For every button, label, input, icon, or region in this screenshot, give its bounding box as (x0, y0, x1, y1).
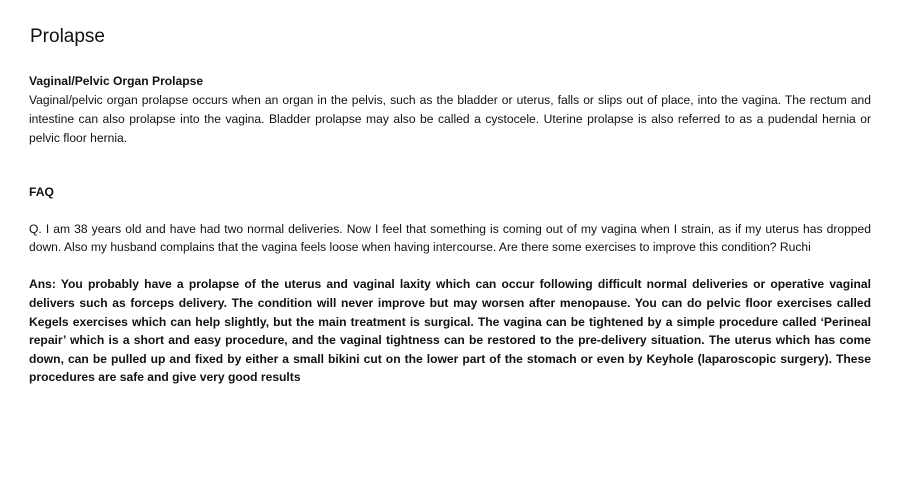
intro-section (29, 72, 871, 148)
page-title: Prolapse (30, 26, 105, 47)
faq-heading: FAQ (29, 184, 54, 199)
faq-question: Q. I am 38 years old and have had two normal deliveries. Now I feel that something is coming out of my vagina when I strain, as if my uterus has dropped down. Also my husband complains that the vagina feels loose when having intercourse. Are there some exercises to improve this condition? Ruchi (29, 221, 871, 255)
section-body: Vaginal/pelvic organ prolapse occurs when an organ in the pelvis, such as the bladder or uterus, falls or slips out of place, into the vagina. The rectum and intestine can also prolapse into the vagina. Bladder prolapse may also be called a cystocele. Uterine prolapse is also referred to as a pudendal hernia or pelvic floor hernia. (29, 92, 871, 145)
faq-answer: Ans: You probably have a prolapse of the uterus and vaginal laxity which can occur following difficult normal deliveries or operative vaginal delivers such as forceps delivery. The condition will never improve but may worsen after menopause. You can do pelvic floor exercises called Kegels exercises which can help slightly, but the main treatment is surgical. The vagina can be tightened by a simple procedure called ‘Perineal repair’ which is a short and easy procedure, and the vaginal tightness can be restored to the pre-delivery situation. The uterus which has come down, can be pulled up and fixed by either a small bikini cut on the lower part of the stomach or even by Keyhole (laparoscopic surgery). These procedures are safe and give very good results (29, 277, 871, 385)
section-heading: Vaginal/Pelvic Organ Prolapse (29, 74, 204, 88)
